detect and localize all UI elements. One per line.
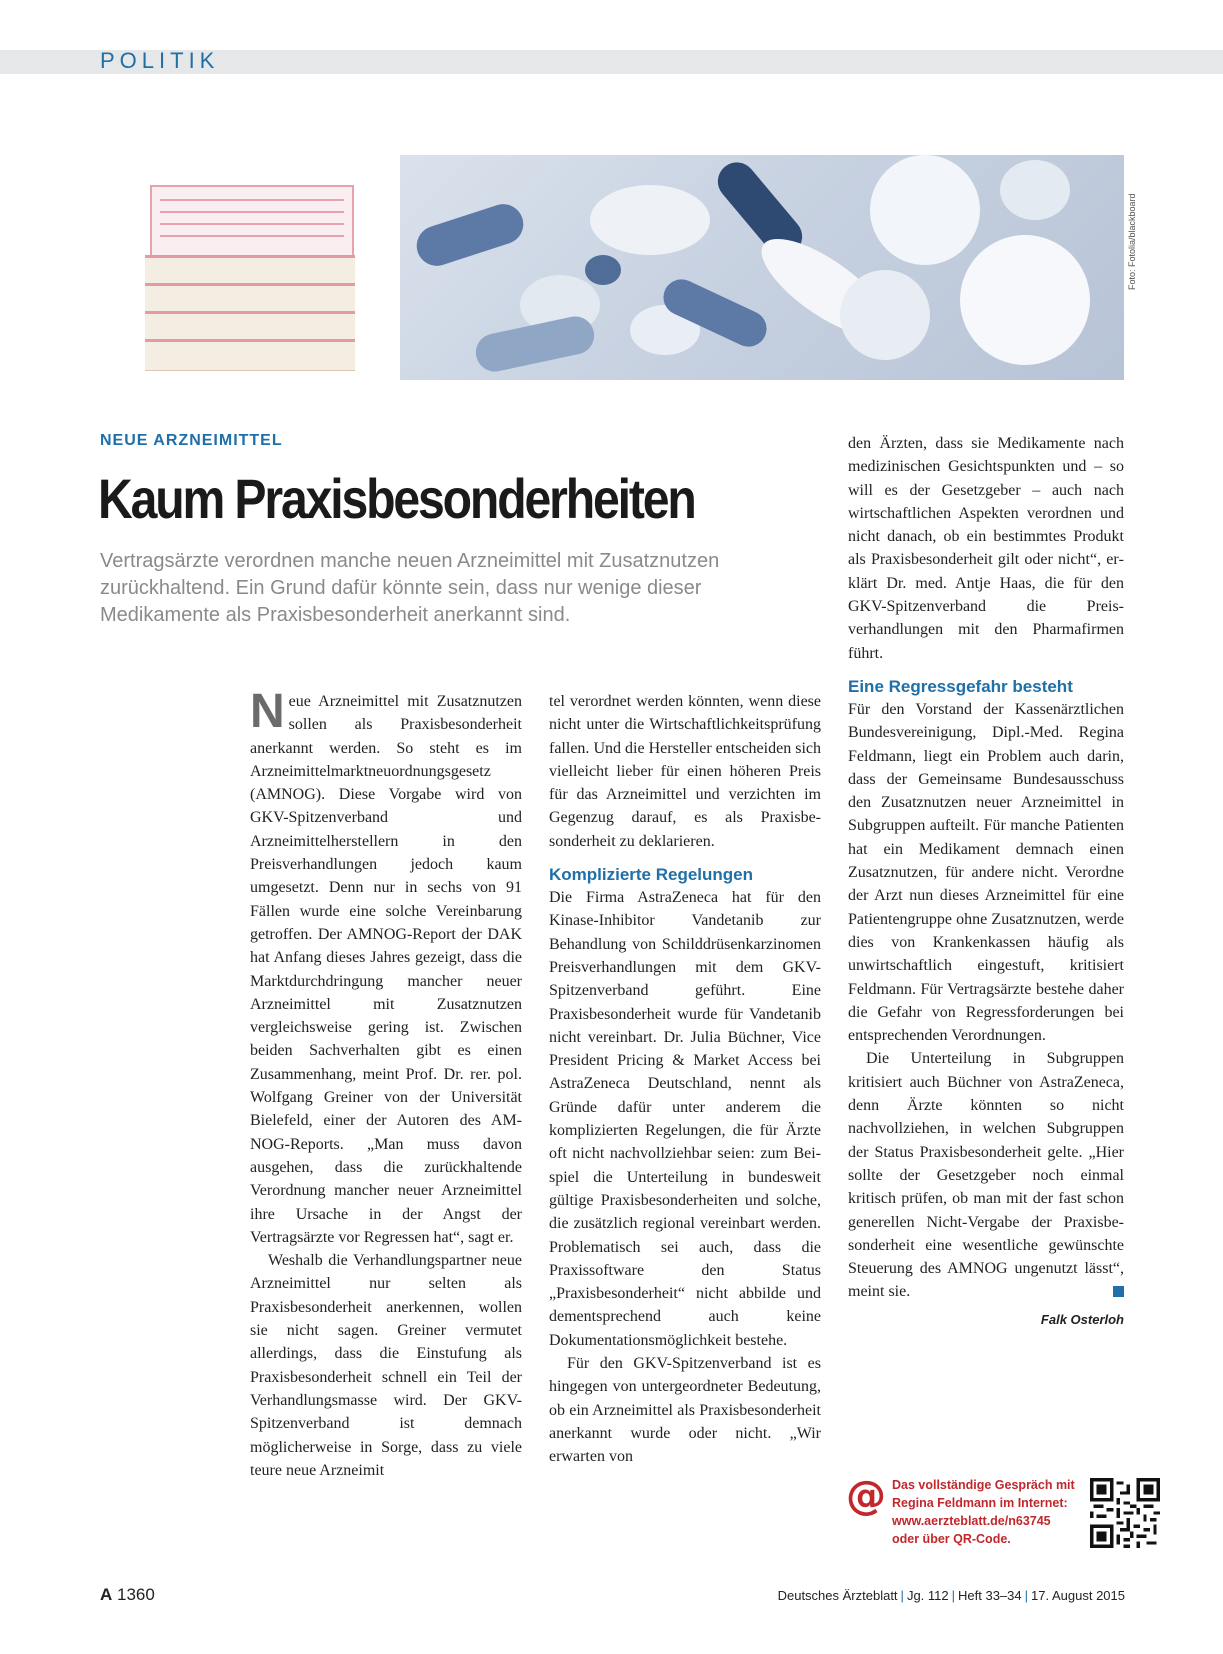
at-icon: @ <box>846 1473 886 1519</box>
page-number: A 1360 <box>100 1585 155 1604</box>
article-column-3 <box>848 432 1124 1331</box>
end-mark-icon <box>1113 1286 1124 1297</box>
article-link[interactable]: www.aerzteblatt.de/n63745 <box>892 1514 1051 1528</box>
journal-date: 17. August 2015 <box>1031 1588 1125 1603</box>
paragraph: Die Firma AstraZeneca hat für den Kinase-Inhibitor Vandetanib zur Behandlung von Schilddrüsenkarzinomen Preisverhandlungen mit dem GKV-Spitzenverband geführt. Eine Praxisbesonderheit wurde für Vandetanib nicht vereinbart. Dr. Julia Büchner, Vice President Pricing & Market Access bei AstraZeneca Deutschland, nennt als Gründe dafür unter anderem die komplizierten Regelungen, die für Ärzte oft nicht nachvollziehbar seien: zum Beispiel die Unterteilung in bundesweit gültige Praxisbesonderheiten und solche, die zusätzlich regional vereinbart werden. Problematisch sei auch, dass die Praxissoftware den Status „Praxisbesonderheit“ nicht abbilde und dementsprechend auch keine Dokumentationsmöglichkeit bestehe. <box>549 889 821 1349</box>
pill-icon <box>590 185 710 255</box>
author-name: Falk Osterloh <box>1040 1311 1124 1327</box>
paragraph: Neue Arzneimittel mit Zusatznutzen sollen als Praxisbesonderheit anerkannt werden. So steht es im Arzneimittelmarktneuordnungsgesetz (AMNOG). Diese Vorgabe wird von GKV-Spitzenverband und Arzneimittelherstellern in den Preisverhandlungen jedoch kaum umgesetzt. Denn nur in sechs von 91 Fällen wurde eine solche Vereinbarung getroffen. Der AMNOG-Report der DAK hat Anfang dieses Jahres gezeigt, dass die Marktdurchdringung mancher neuer Arzneimittel mit Zusatznutzen vergleichsweise gering ist. Zwischen beiden Sachverhalten gibt es einen Zusammenhang, meint Prof. Dr. rer. pol. Wolfgang Greiner von der Universität Bielefeld, einer der Autoren des AMNOG-Reports. „Man muss davon ausgehen, dass die zurückhaltende Verordnung mancher neuer Arzneimittel ihre Ursache in der Angst der Vertragsärzte vor Regressen hat“, sagt er. <box>250 685 522 1246</box>
article-kicker: NEUE ARZNEIMITTEL <box>100 432 283 449</box>
online-info-box <box>846 1474 1126 1554</box>
capsule-icon <box>412 199 529 271</box>
paragraph: den Ärzten, dass sie Medikamente nach medizinischen Gesichtspunkten und – so will es der Gesetzgeber – auch nach wirtschaftlichen Aspekten verordnen und nicht danach, ob ein bestimmtes Produkt als Praxisbesonderheit gilt oder nicht“, erklärt Dr. med. Antje Haas, die für den GKV-Spitzenverband die Preisverhandlungen mit den Pharmafirmen führt. <box>848 435 1124 662</box>
prescription-forms-image <box>100 155 400 380</box>
paragraph: Für den Vorstand der Kassenärztlichen Bundesvereinigung, Dipl.-Med. Regina Feldmann, liegt ein Problem auch darin, dass der Gemeinsame Bundesausschuss den Zusatznutzen neuer Arzneimittel in Subgruppen aufteilt. Für manche Patienten hat ein Medikament demnach einen Zusatznutzen, für andere nicht. Verordne der Arzt nun dieses Arzneimittel für eine Patientengruppe ohne Zusatznutzen, werde dies von Krankenkassen häufig als unwirtschaftlich eingestuft, kritisiert Feldmann. Für Vertragsärzte bestehe daher die Gefahr von Regressforderungen bei entsprechenden Verordnungen. <box>848 700 1124 1045</box>
pill-icon <box>585 255 621 285</box>
paragraph: Für den GKV-Spitzenverband ist es hingegen von untergeordneter Bedeutung, ob ein Arzneimittel als Praxisbesonderheit anerkannt wurde oder nicht. „Wir erwarten von <box>549 1355 821 1466</box>
prescription-sheet <box>150 185 354 259</box>
paragraph: Die Unterteilung in Subgruppen kritisiert auch Büchner von AstraZeneca, denn Ärzte könnten so nicht nachvollziehen, in welchen Subgruppen der Status Praxisbesonderheit gelte. „Hier sollte der Gesetzgeber noch einmal kritisch prüfen, ob man mit der fast schon generellen Nicht-Vergabe der Praxisbesonderheit eine wesentliche gewünschte Steuerung des AMNOG ungenutzt lässt“, meint sie. <box>848 1050 1124 1301</box>
journal-name: Deutsches Ärzteblatt <box>777 1588 898 1603</box>
paragraph: tel verordnet werden könnten, wenn diese nicht unter die Wirtschaftlichkeitsprüfung fallen. Und die Hersteller entscheiden sich vielleicht lieber für einen höheren Preis für das Arzneimittel und verzichten im Gegenzug darauf, es als Praxisbesonderheit zu deklarieren. <box>549 693 821 850</box>
article-lead: Vertragsärzte verordnen manche neuen Arzneimittel mit Zusatznutzen zurückhaltend. Ein Grund dafür könnte sein, dass nur wenige dieser Medikamente als Praxisbesonderheit anerkannt sind. <box>100 550 720 626</box>
online-info-text: Das vollständige Gespräch mit Regina Feldmann im Internet: www.aerzteblatt.de/n63745 oder über QR-Code. <box>892 1476 1082 1548</box>
section-label: POLITIK <box>100 48 220 73</box>
photo-credit: Foto: Fotolia/blackboard <box>1127 193 1137 290</box>
subheading: Komplizierte Regelungen <box>549 865 754 885</box>
article-column-1 <box>250 685 522 1482</box>
paragraph: Weshalb die Verhandlungspartner neue Arzneimittel nur selten als Praxisbesonderheit anerkennen, wollen sie nicht sagen. Greiner vermutet allerdings, dass die Einstufung als Praxisbesonderheit schnell ein Teil der Verhandlungsmasse wird. Der GKV-Spitzenverband ist demnach möglicherweise in Sorge, dass zu viele teure neue Arzneimit <box>250 1252 522 1479</box>
pill-icon <box>840 270 930 360</box>
article-column-2 <box>549 690 821 1469</box>
drop-cap: N <box>250 685 285 738</box>
journal-issue: Heft 33–34 <box>958 1588 1022 1603</box>
pill-icon <box>870 155 980 265</box>
article-headline: Kaum Praxisbesonderheiten <box>98 467 695 530</box>
header-photo <box>100 155 1124 380</box>
pill-icon <box>960 235 1090 365</box>
subheading: Eine Regressgefahr besteht <box>848 676 1073 696</box>
pill-icon <box>1000 160 1070 220</box>
qr-code-icon[interactable] <box>1090 1478 1160 1548</box>
journal-volume: Jg. 112 <box>906 1588 949 1603</box>
journal-info: Deutsches Ärzteblatt | Jg. 112 | Heft 33–34 | 17. August 2015 <box>777 1588 1125 1603</box>
